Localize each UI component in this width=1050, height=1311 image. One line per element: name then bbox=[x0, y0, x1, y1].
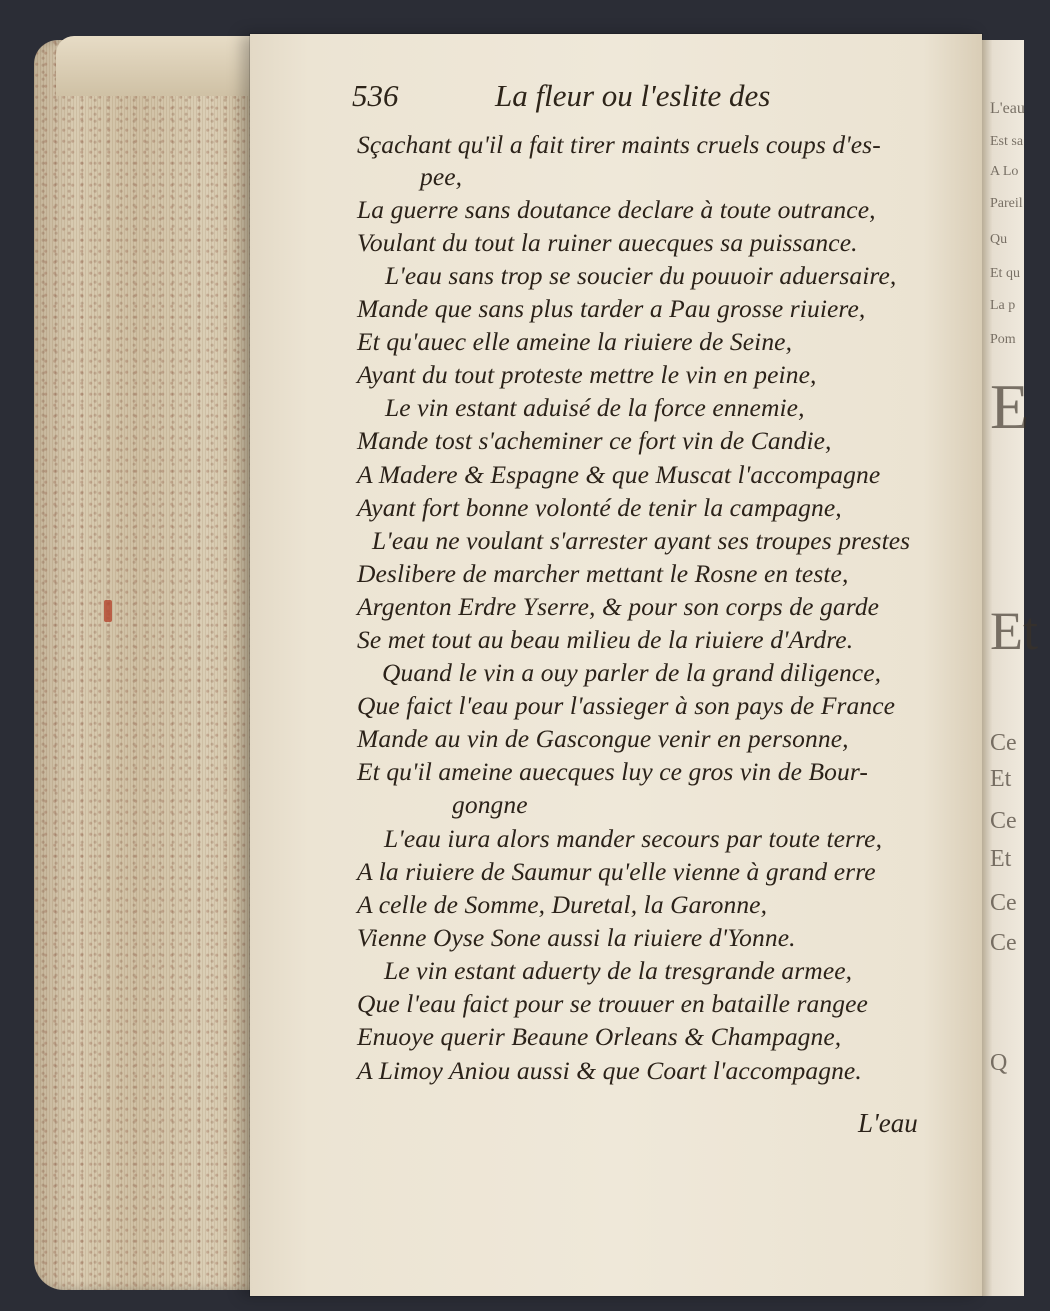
verse-line: Se met tout au beau milieu de la riuiere d'Ardre. bbox=[357, 625, 854, 654]
verse-line: Mande au vin de Gascongue venir en personne, bbox=[357, 724, 849, 753]
verse-line: gongne bbox=[452, 790, 528, 819]
facing-page-fragment: Qu bbox=[990, 232, 1008, 247]
facing-page-fragment: Et qu bbox=[990, 266, 1020, 281]
verse-line: L'eau sans trop se soucier du pouuoir aduersaire, bbox=[385, 261, 897, 290]
verse-line: A celle de Somme, Duretal, la Garonne, bbox=[357, 890, 768, 919]
page-number: 536 bbox=[352, 78, 399, 113]
verse-line: A Madere & Espagne & que Muscat l'accompagne bbox=[357, 460, 881, 489]
verse-line: Argenton Erdre Yserre, & pour son corps de garde bbox=[357, 592, 880, 621]
facing-page-fragment: La p bbox=[990, 298, 1016, 313]
verse-line: Que l'eau faict pour se trouuer en bataille rangee bbox=[357, 989, 868, 1018]
facing-page-fragment: Pom bbox=[990, 332, 1016, 347]
verse-line: A Limoy Aniou aussi & que Coart l'accompagne. bbox=[357, 1056, 862, 1085]
verse-line: Le vin estant aduisé de la force ennemie, bbox=[385, 393, 805, 422]
verse-line: Le vin estant aduerty de la tresgrande armee, bbox=[384, 956, 853, 985]
facing-page-fragment: Est sa bbox=[990, 134, 1024, 149]
facing-page-fragment: Ce bbox=[990, 730, 1017, 756]
verse-line: Quand le vin a ouy parler de la grand diligence, bbox=[382, 658, 882, 687]
verse-line: L'eau iura alors mander secours par toute terre, bbox=[384, 824, 883, 853]
facing-page-fragment: A Lo bbox=[990, 164, 1019, 179]
facing-page-fragment: Ce bbox=[990, 930, 1017, 956]
verse-line: pee, bbox=[420, 162, 463, 191]
verse-line: Et qu'auec elle ameine la riuiere de Seine, bbox=[357, 327, 793, 356]
verse-line: Ayant du tout proteste mettre le vin en peine, bbox=[357, 360, 817, 389]
facing-page-fragment: Q bbox=[990, 1050, 1008, 1076]
verse-line: Mande que sans plus tarder a Pau grosse riuiere, bbox=[357, 294, 866, 323]
verse-line: Voulant du tout la ruiner auecques sa puissance. bbox=[357, 228, 858, 257]
running-title: La fleur ou l'eslite des bbox=[495, 78, 771, 113]
facing-page-fragment: E bbox=[990, 371, 1030, 442]
verse-line: Sçachant qu'il a fait tirer maints cruels coups d'es- bbox=[357, 130, 881, 159]
verse-line: Deslibere de marcher mettant le Rosne en teste, bbox=[357, 559, 849, 588]
verse-line: La guerre sans doutance declare à toute outrance, bbox=[357, 195, 876, 224]
catchword: L'eau bbox=[858, 1108, 918, 1138]
verse-line: L'eau ne voulant s'arrester ayant ses troupes prestes bbox=[372, 526, 911, 555]
facing-page-fragment: Ce bbox=[990, 890, 1017, 916]
verse-line: Et qu'il ameine auecques luy ce gros vin de Bour- bbox=[357, 757, 868, 786]
facing-page-fragment: Et bbox=[990, 846, 1012, 872]
verse-line: Enuoye querir Beaune Orleans & Champagne, bbox=[357, 1022, 842, 1051]
facing-page-fragment: Et bbox=[990, 766, 1012, 792]
facing-page-fragment: Et bbox=[990, 601, 1038, 661]
verse-line: Ayant fort bonne volonté de tenir la campagne, bbox=[357, 493, 842, 522]
facing-page-fragment: L'eau bbox=[990, 100, 1025, 117]
facing-page-fragment: Pareil bbox=[990, 196, 1023, 211]
verse-line: Mande tost s'acheminer ce fort vin de Candie, bbox=[357, 426, 832, 455]
verse-line: A la riuiere de Saumur qu'elle vienne à grand erre bbox=[357, 857, 876, 886]
verse-line: Vienne Oyse Sone aussi la riuiere d'Yonne. bbox=[357, 923, 796, 952]
verse-line: Que faict l'eau pour l'assieger à son pays de France bbox=[357, 691, 896, 720]
facing-page-fragment: Ce bbox=[990, 808, 1017, 834]
